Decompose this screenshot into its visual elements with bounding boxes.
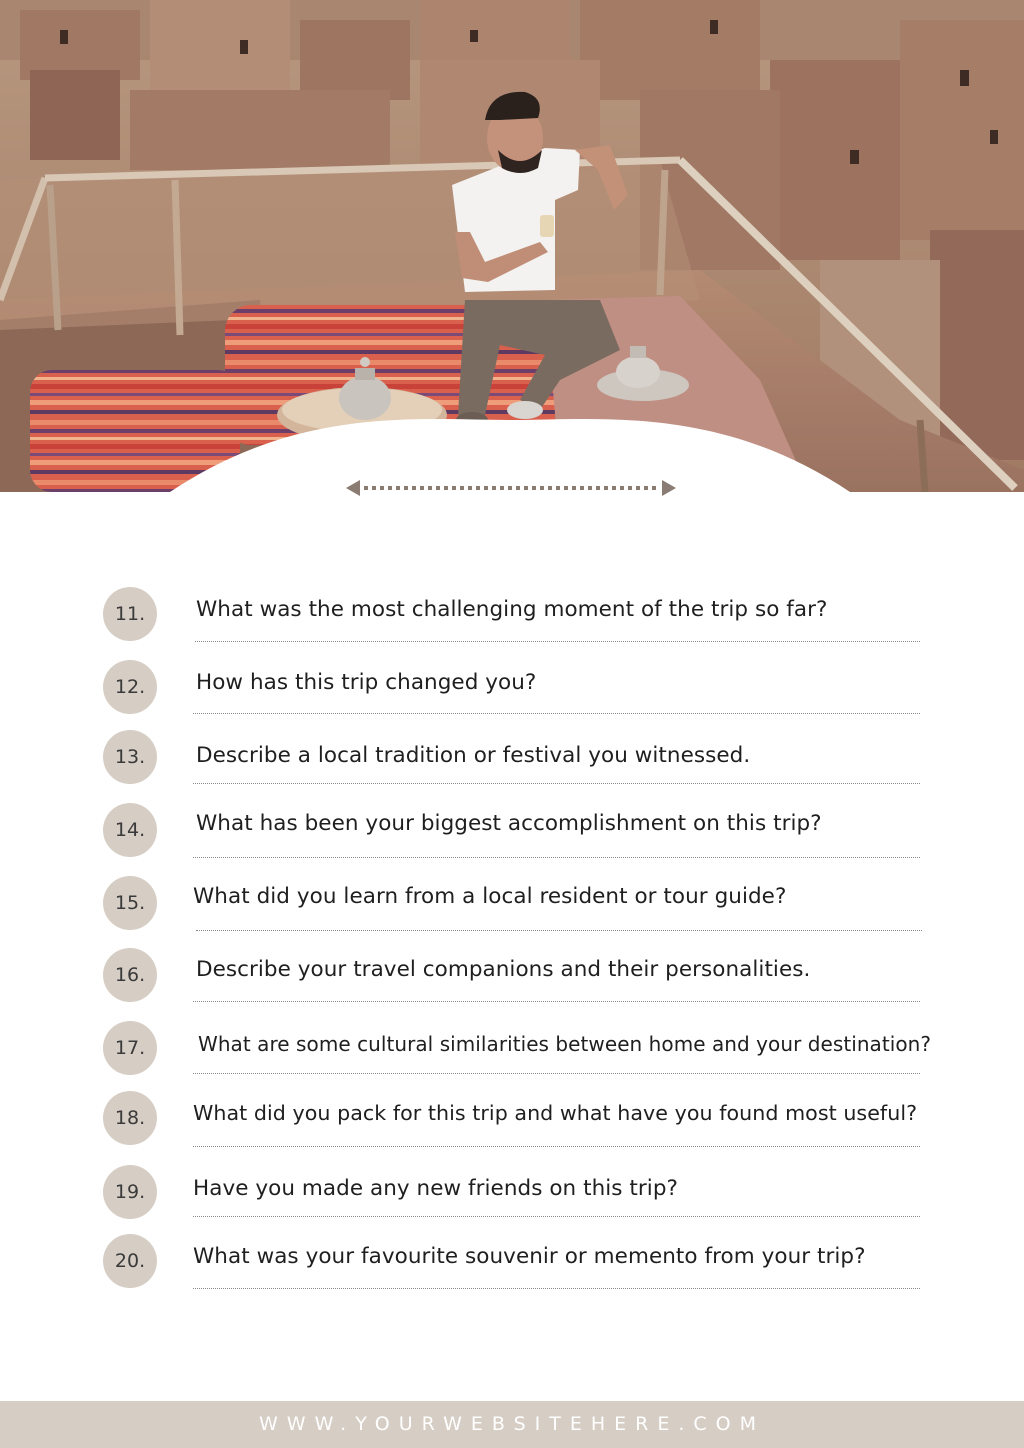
question-number-badge: 13.	[103, 730, 157, 784]
footer-bar	[0, 1401, 1024, 1448]
website-url[interactable]: WWW.YOURWEBSITEHERE.COM	[259, 1413, 765, 1435]
answer-line	[193, 1146, 920, 1147]
question-text: Describe a local tradition or festival you witnessed.	[196, 743, 751, 768]
answer-line	[193, 783, 920, 784]
answer-line	[193, 1001, 920, 1002]
question-text: What was your favourite souvenir or memento from your trip?	[193, 1244, 866, 1269]
question-number-badge: 19.	[103, 1165, 157, 1219]
question-text: What are some cultural similarities between home and your destination?	[198, 1032, 932, 1056]
question-text: What did you learn from a local resident or tour guide?	[193, 884, 787, 909]
question-text: How has this trip changed you?	[196, 670, 537, 695]
question-number-badge: 16.	[103, 948, 157, 1002]
question-text: Have you made any new friends on this trip?	[193, 1176, 678, 1201]
answer-line	[193, 1216, 920, 1217]
question-number-badge: 12.	[103, 660, 157, 714]
answer-line	[193, 1288, 920, 1289]
question-number-badge: 15.	[103, 876, 157, 930]
answer-line	[195, 641, 920, 642]
answer-line	[196, 930, 922, 931]
question-number-badge: 11.	[103, 587, 157, 641]
question-text: Describe your travel companions and their personalities.	[196, 957, 811, 982]
question-number-badge: 20.	[103, 1234, 157, 1288]
answer-line	[193, 857, 920, 858]
question-number-badge: 18.	[103, 1091, 157, 1145]
double-arrow-divider-icon	[346, 478, 676, 498]
question-number-badge: 17.	[103, 1021, 157, 1075]
question-number-badge: 14.	[103, 803, 157, 857]
question-text: What was the most challenging moment of the trip so far?	[196, 597, 828, 622]
answer-line	[193, 713, 920, 714]
question-text: What has been your biggest accomplishment on this trip?	[196, 811, 822, 836]
question-text: What did you pack for this trip and what have you found most useful?	[193, 1101, 918, 1125]
hero-photo	[0, 0, 1024, 492]
answer-line	[193, 1073, 920, 1074]
hero-photo-illustration	[0, 0, 1024, 492]
